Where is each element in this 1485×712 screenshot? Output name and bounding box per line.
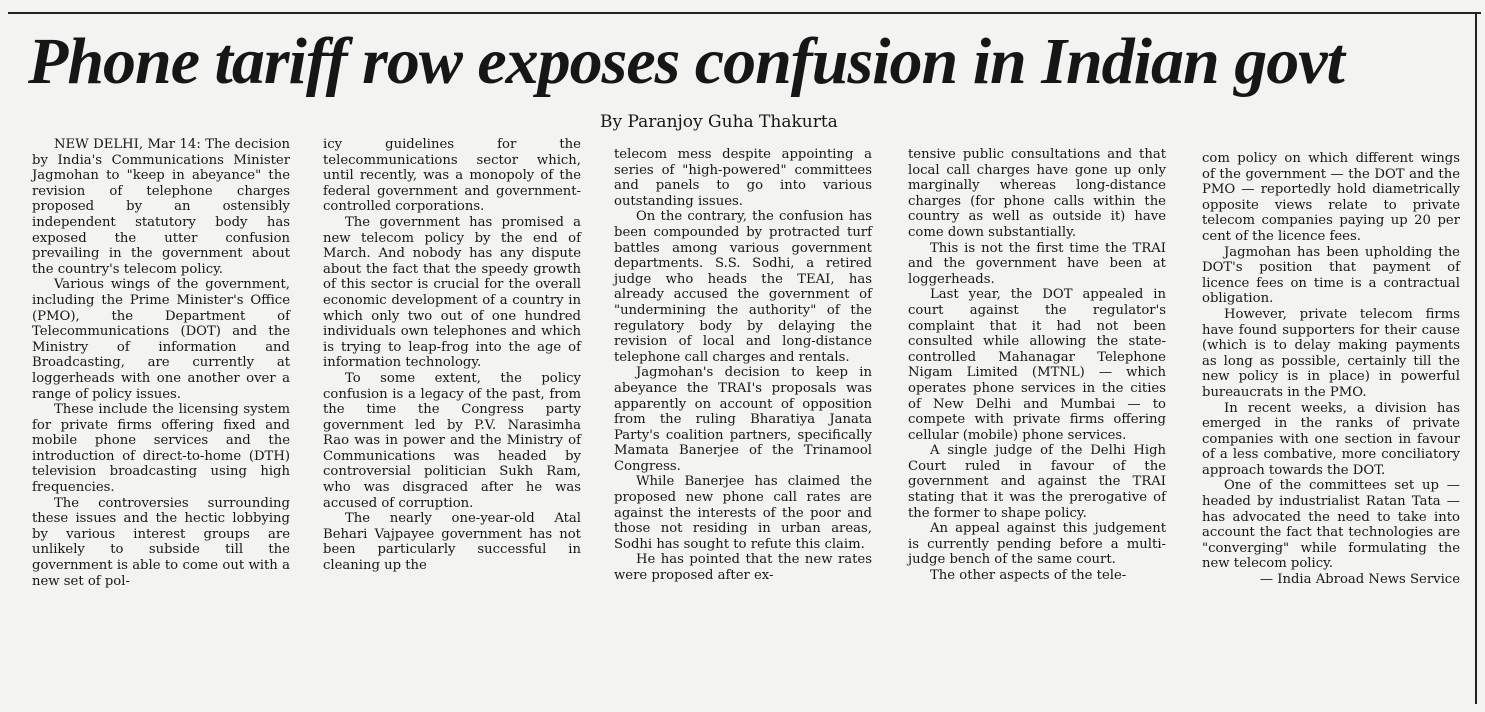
paragraph: In recent weeks, a division has emerged in the ranks of private companies with one section in favour of a less combative, more conciliatory approach towards the DOT. — [1202, 400, 1460, 478]
paragraph: telecom mess despite appointing a series of "high-powered" committees and panels to go into various outstanding issues. — [614, 147, 872, 209]
credit-line: — India Abroad News Service — [1259, 572, 1460, 588]
paragraph: Various wings of the government, including the Prime Minister's Office (PMO), the Department of Telecommunications (DOT) and the Ministry of information and Broadcasting, are currently at loggerheads with one another over a range of policy issues. — [32, 277, 290, 402]
paragraph: tensive public consultations and that local call charges have gone up only marginally whereas long-distance charges (for phone calls within the country as well as outside it) have come down substantially. — [908, 147, 1166, 240]
paragraph: An appeal against this judgement is currently pending before a multi-judge bench of the same court. — [908, 521, 1166, 568]
paragraph: To some extent, the policy confusion is a legacy of the past, from the time the Congress party government led by P.V. Narasimha Rao was in power and the Ministry of Communications was headed by controversial politician Sukh Ram, who was disgraced after he was accused of corruption. — [323, 370, 581, 511]
right-rule — [1475, 12, 1477, 704]
paragraph: icy guidelines for the telecommunications sector which, until recently, was a monopoly of the federal government and government-controlled corporations. — [323, 137, 581, 215]
headline: Phone tariff row exposes confusion in Indian govt — [28, 25, 1344, 98]
paragraph: He has pointed that the new rates were proposed after ex- — [614, 552, 872, 584]
column-2 — [323, 137, 581, 574]
paragraph: However, private telecom firms have found supporters for their cause (which is to delay making payments as long as possible, certainly till the new policy is in place) in powerful bureaucrats in the PMO. — [1202, 306, 1460, 400]
paragraph: The government has promised a new telecom policy by the end of March. And nobody has any dispute about the fact that the speedy growth of this sector is crucial for the overall economic development of a country in which only two out of one hundred individuals own telephones and which is trying to leap-frog into the age of information technology. — [323, 214, 581, 371]
column-4 — [908, 147, 1166, 584]
paragraph: While Banerjee has claimed the proposed new phone call rates are against the interests of the poor and those not residing in urban areas, Sodhi has sought to refute this claim. — [614, 474, 872, 552]
paragraph: The controversies surrounding these issues and the hectic lobbying by various interest groups are unlikely to subside till the government is able to come out with a new set of pol- — [32, 495, 290, 589]
top-rule — [8, 12, 1481, 14]
paragraph: Jagmohan's decision to keep in abeyance the TRAI's proposals was apparently on account of opposition from the ruling Bharatiya Janata Party's coalition partners, specifically Mamata Banerjee of the Trinamool Congress. — [614, 365, 872, 474]
column-1 — [32, 137, 290, 589]
paragraph: These include the licensing system for private firms offering fixed and mobile phone services and the introduction of direct-to-home (DTH) television broadcasting using high frequencies. — [32, 402, 290, 496]
paragraph: One of the committees set up — headed by industrialist Ratan Tata — has advocated the need to take into account the fact that technologies are "converging" while formulating the new telecom policy. — [1202, 478, 1460, 572]
paragraph: This is not the first time the TRAI and the government have been at loggerheads. — [908, 240, 1166, 287]
paragraph: Last year, the DOT appealed in court against the regulator's complaint that it had not been consulted while allowing the state-controlled Mahanagar Telephone Nigam Limited (MTNL) — which operates phone services in the cities of New Delhi and Mumbai — to compete with private firms offering cellular (mobile) phone services. — [908, 287, 1166, 443]
paragraph: The other aspects of the tele- — [930, 568, 1127, 584]
paragraph: A single judge of the Delhi High Court ruled in favour of the government and against the TRAI stating that it was the prerogative of the former to shape policy. — [908, 443, 1166, 521]
paragraph: The nearly one-year-old Atal Behari Vajpayee government has not been particularly successful in cleaning up the — [323, 511, 581, 574]
paragraph: On the contrary, the confusion has been compounded by protracted turf battles among various government departments. S.S. Sodhi, a retired judge who heads the TEAI, has already accused the government of "undermining the authority" of the regulatory body by delaying the revision of local and long-distance telephone call charges and rentals. — [614, 209, 872, 365]
paragraph: NEW DELHI, Mar 14: The decision by India's Communications Minister Jagmohan to "keep in abeyance" the revision of telephone charges proposed by an ostensibly independent statutory body has exposed the utter confusion prevailing in the government about the country's telecom policy. — [32, 137, 290, 277]
paragraph: Jagmohan has been upholding the DOT's position that payment of licence fees on time is a contractual obligation. — [1202, 244, 1460, 307]
column-3 — [614, 147, 872, 584]
byline: By Paranjoy Guha Thakurta — [600, 112, 838, 132]
column-5 — [1202, 151, 1460, 588]
paragraph: com policy on which different wings of the government — the DOT and the PMO — reportedly hold diametrically opposite views relate to private telecom companies paying up 20 per cent of the licence fees. — [1202, 151, 1460, 244]
